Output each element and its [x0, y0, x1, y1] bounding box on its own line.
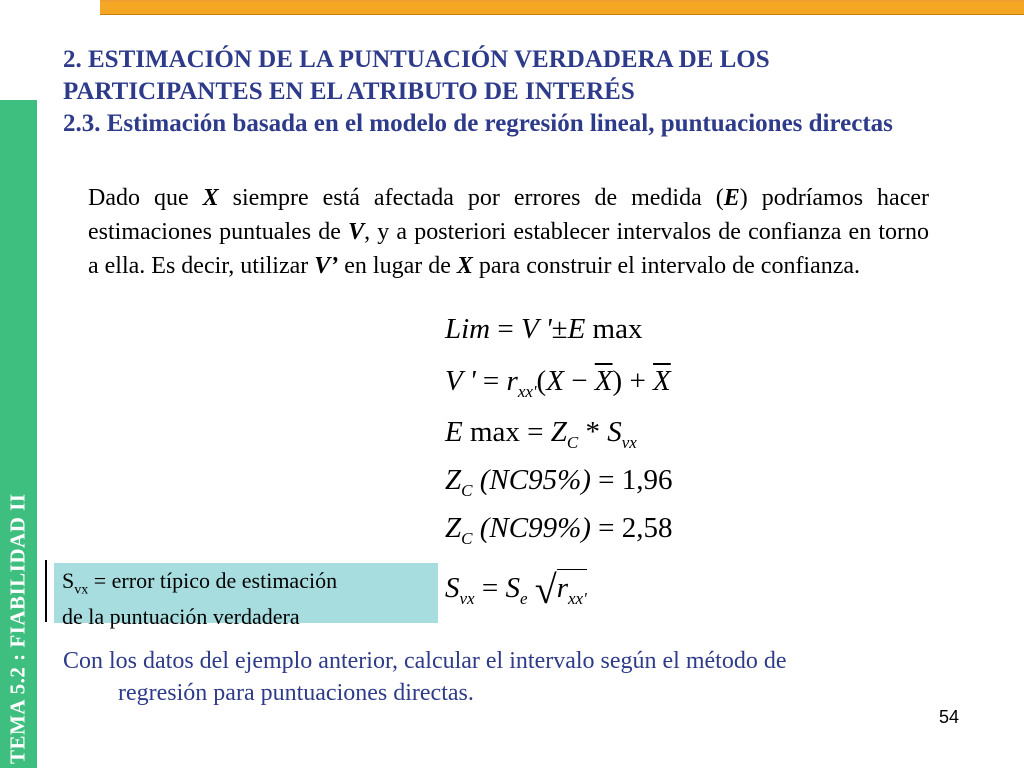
top-decoration-bar [100, 2, 1024, 15]
var-x: X [202, 185, 219, 211]
formula-e-max: E $\max = Z_C * S_{vx}$ [445, 416, 637, 452]
explanation-paragraph: Dado que X siempre está afectada por errores de medida (E) podríamos hacer estimaciones puntuales de V, y a posteriori establecer intervalos de confianza en torno a ella. Es decir, utilizar V’ en lugar de X para construir el intervalo de confianza. [88, 185, 930, 279]
formula-svx: $S_{vx} = S_e$ $√r_{xx'}$ [445, 567, 587, 612]
square-root-sign: √ [534, 567, 557, 612]
title-line-2: PARTICIPANTES EN EL ATRIBUTO DE INTERÉS [63, 78, 635, 105]
var-e: E [723, 185, 740, 211]
definition-text: $S_{vx}$ = error típico de estimación de la puntuación verdadera [62, 568, 338, 630]
page-number: 54 [939, 707, 960, 727]
slide-title [63, 44, 983, 140]
left-marker [45, 560, 47, 622]
side-label: TEMA 5.2 : FIABILIDAD II [5, 493, 30, 764]
exercise-line-1: Con los datos del ejemplo anterior, calcular el intervalo según el método de [63, 648, 787, 674]
title-line-1: 2. ESTIMACIÓN DE LA PUNTUACIÓN VERDADERA DE LOS [63, 46, 770, 73]
var-v: V [348, 219, 365, 245]
formula-lim: Lim = V '±E max [445, 313, 643, 345]
exercise-prompt [63, 645, 961, 709]
var-v-prime: V’ [314, 253, 339, 279]
formula-zc-95: $Z_C$ (NC95%) = 1,96 [445, 464, 673, 500]
var-x-2: X [456, 253, 473, 279]
formula-zc-99: $Z_C$ (NC99%) = 2,58 [445, 512, 673, 548]
subtitle: 2.3. Estimación basada en el modelo de regresión lineal, puntuaciones directas [63, 110, 893, 137]
formula-v-prime: V ' = $r_{xx'}(X - \overline{X}) + \overline{X}$ [445, 365, 671, 401]
exercise-line-2: regresión para puntuaciones directas. [118, 680, 474, 706]
